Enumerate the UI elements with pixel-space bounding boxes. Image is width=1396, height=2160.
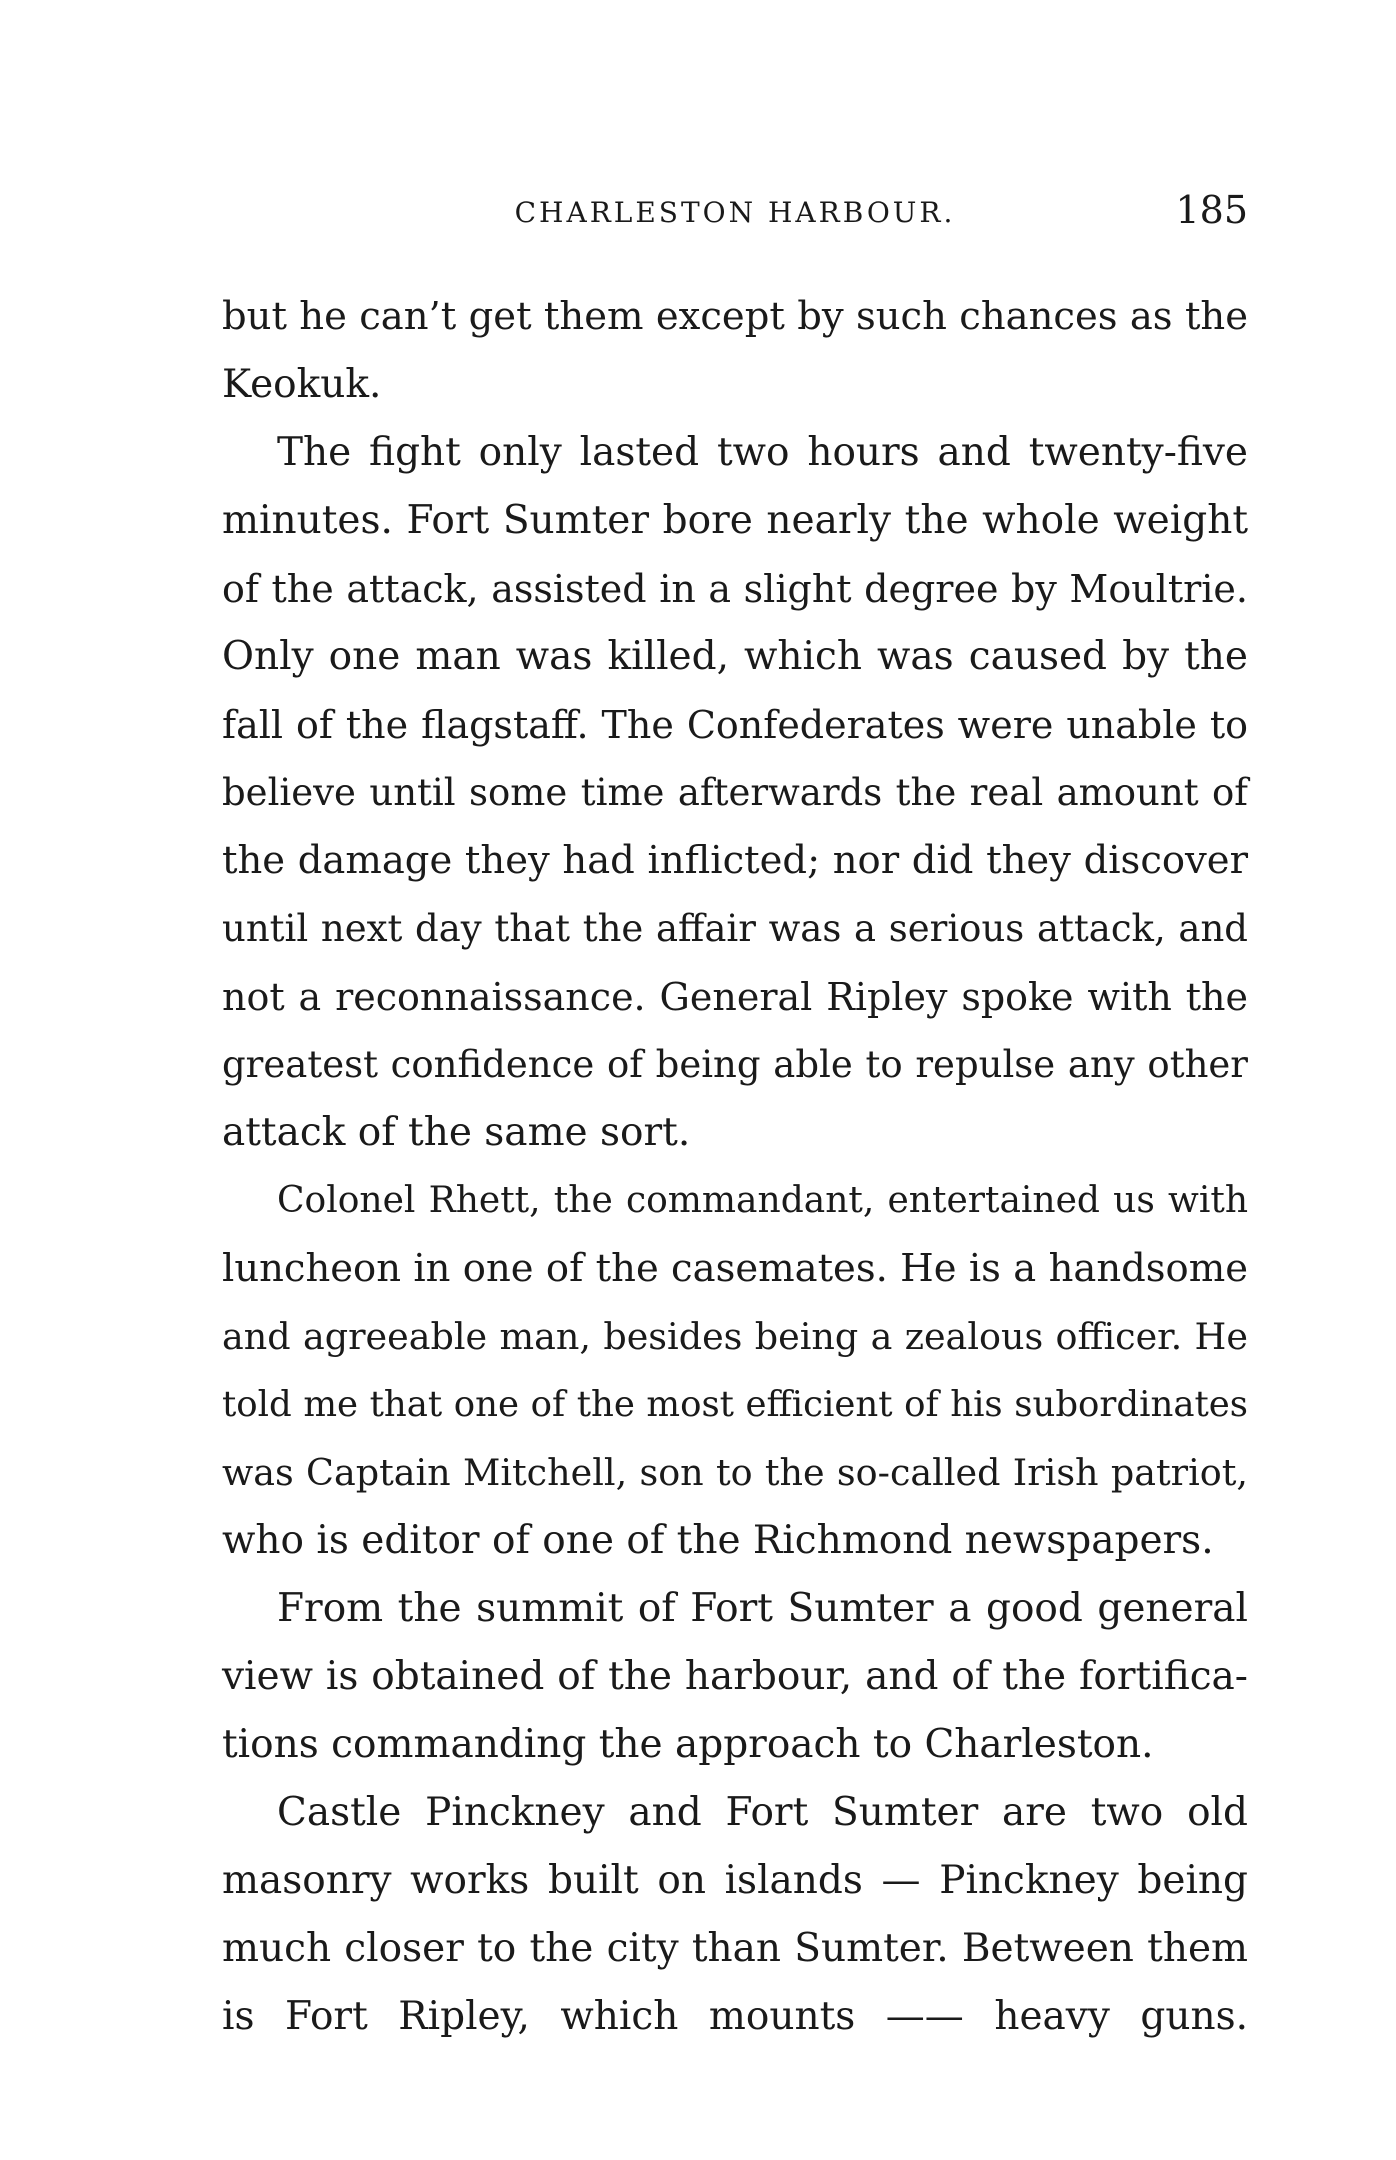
text-line: is Fort Ripley, which mounts —— heavy guns.: [222, 1994, 1248, 2039]
body-text: [222, 283, 1248, 2051]
text-line: who is editor of one of the Richmond newspapers.: [222, 1518, 1214, 1563]
text-line: Colonel Rhett, the commandant, entertained us with: [277, 1180, 1248, 1221]
text-line: Castle Pinckney and Fort Sumter are two old: [277, 1790, 1248, 1835]
running-head: [222, 188, 1248, 238]
page-number: 185: [1175, 188, 1248, 232]
text-line: believe until some time afterwards the real amount of: [222, 771, 1248, 814]
text-line: and agreeable man, besides being a zealous officer. He: [222, 1315, 1248, 1358]
paragraph: [222, 283, 1248, 419]
text-line: From the summit of Fort Sumter a good general: [277, 1586, 1248, 1631]
text-line: Keokuk.: [222, 362, 382, 407]
text-line: greatest confidence of being able to repulse any other: [222, 1043, 1248, 1086]
text-line: not a reconnaissance. General Ripley spoke with the: [222, 975, 1248, 1019]
text-line: tions commanding the approach to Charleston.: [222, 1722, 1154, 1767]
text-line: view is obtained of the harbour, and of the fortifica-: [222, 1654, 1248, 1699]
text-line: attack of the same sort.: [222, 1110, 691, 1155]
text-line: luncheon in one of the casemates. He is a handsome: [222, 1246, 1248, 1291]
text-line: the damage they had inflicted; nor did they discover: [222, 838, 1248, 883]
paragraph: [222, 1575, 1248, 1779]
paragraph: [222, 1167, 1248, 1575]
running-title: CHARLESTON HARBOUR.: [514, 196, 956, 229]
text-line: but he can’t get them except by such chances as the: [222, 294, 1248, 339]
text-line: Only one man was killed, which was caused by the: [222, 634, 1248, 679]
text-line: fall of the flagstaff. The Confederates were unable to: [222, 703, 1248, 747]
text-line: masonry works built on islands — Pinckney being: [222, 1858, 1248, 1903]
paragraph: [222, 1779, 1248, 2051]
text-line: The fight only lasted two hours and twenty-five: [277, 430, 1248, 475]
text-line: of the attack, assisted in a slight degree by Moultrie.: [222, 567, 1248, 611]
text-line: minutes. Fort Sumter bore nearly the whole weight: [222, 498, 1248, 543]
text-line: told me that one of the most efficient of his subordinates: [222, 1384, 1248, 1425]
text-line: was Captain Mitchell, son to the so-called Irish patriot,: [222, 1451, 1248, 1494]
text-line: until next day that the affair was a serious attack, and: [222, 907, 1248, 950]
paragraph: [222, 419, 1248, 1167]
text-line: much closer to the city than Sumter. Between them: [222, 1926, 1248, 1971]
